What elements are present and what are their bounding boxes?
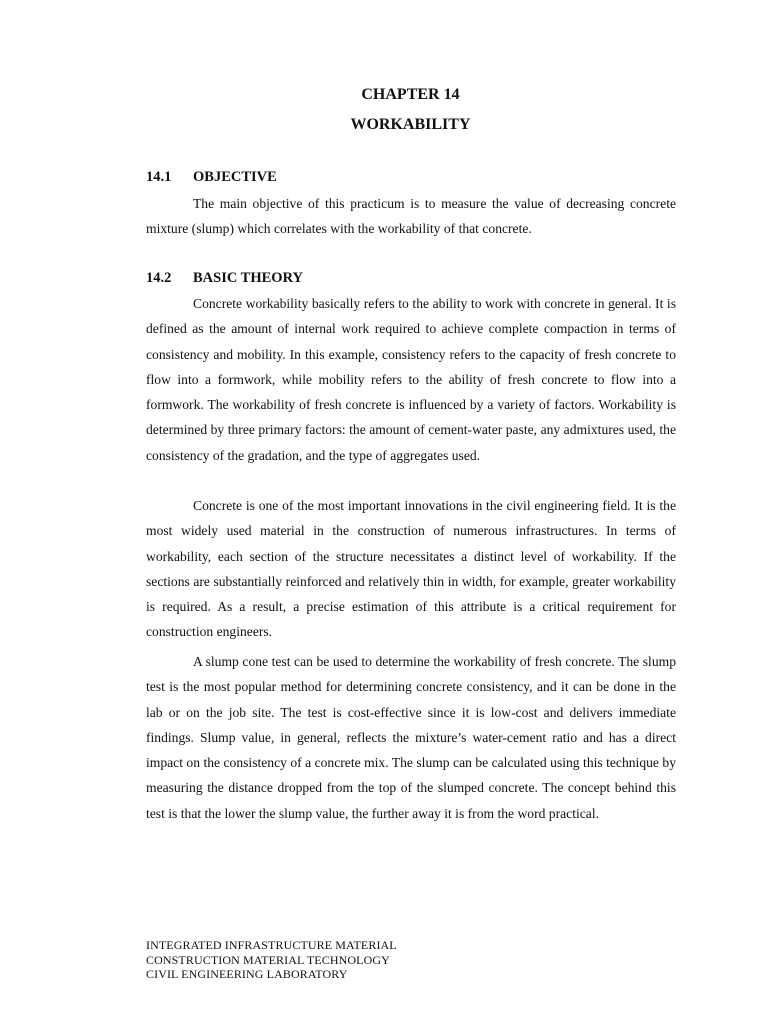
objective-paragraph: The main objective of this practicum is to measure the value of decreasing concrete mixture (slump) which correlates with the workability of that concrete. (146, 196, 676, 237)
theory-paragraph-3: A slump cone test can be used to determine the workability of fresh concrete. The slump test is the most popular method for determining concrete consistency, and it can be done in the lab or on the job site. The test is cost-effective since it is low-cost and delivers immediate findings. Slump value, in general, reflects the mixture’s water-cement ratio and has a direct impact on the consistency of a concrete mix. The slump can be calculated using this technique by measuring the distance dropped from the top of the slumped concrete. The concept behind this test is that the lower the slump value, the further away it is from the word practical. (146, 654, 676, 821)
section-title: OBJECTIVE (193, 169, 277, 185)
footer-line-1: INTEGRATED INFRASTRUCTURE MATERIAL (146, 938, 397, 952)
section-title: BASIC THEORY (193, 270, 304, 286)
footer-line-2: CONSTRUCTION MATERIAL TECHNOLOGY (146, 952, 390, 967)
theory-paragraph-1: Concrete workability basically refers to the ability to work with concrete in general. It is defined as the amount of internal work required to achieve complete compaction in terms of consistency and mobility. In this example, consistency refers to the capacity of fresh concrete to flow into a formwork, while mobility refers to the ability of fresh concrete to flow into a formwork. The workability of fresh concrete is influenced by a variety of factors. Workability is determined by three primary factors: the amount of cement-water paste, any admixtures used, the consistency of the gradation, and the type of aggregates used. (146, 296, 676, 463)
footer-line-3: CIVIL ENGINEERING LABORATORY (146, 967, 348, 981)
section-heading-objective (146, 169, 277, 186)
page-footer (146, 938, 397, 982)
chapter-title: CHAPTER 14 (361, 86, 460, 103)
section-number: 14.2 (146, 270, 172, 286)
section-number: 14.1 (146, 169, 172, 185)
chapter-subtitle: WORKABILITY (350, 116, 471, 133)
section-heading-basic-theory (146, 270, 303, 287)
theory-paragraph-2: Concrete is one of the most important innovations in the civil engineering field. It is the most widely used material in the construction of numerous infrastructures. In terms of workability, each section of the structure necessitates a distinct level of workability. If the sections are substantially reinforced and relatively thin in width, for example, greater workability is required. As a result, a precise estimation of this attribute is a critical requirement for construction engineers. (146, 498, 676, 640)
